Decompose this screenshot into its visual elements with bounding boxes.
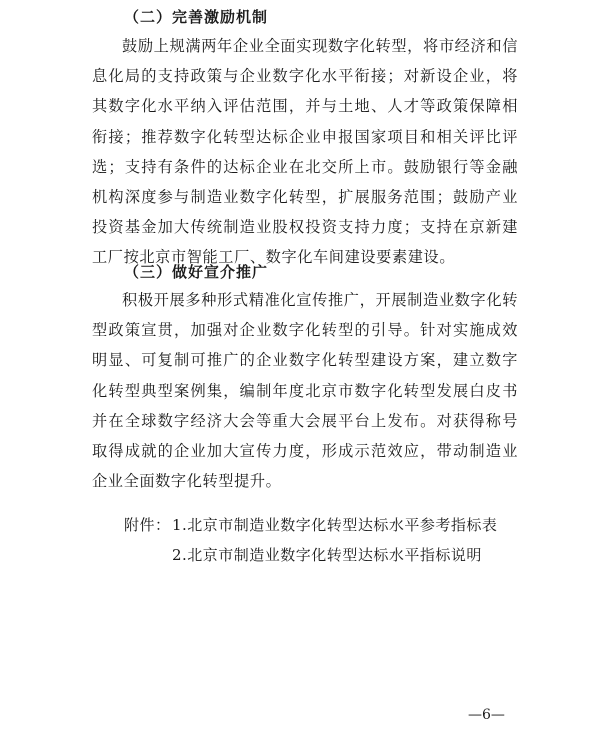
attachment-item-1: 1.北京市制造业数字化转型达标水平参考指标表 — [172, 516, 498, 534]
section-heading-promotion: （三）做好宣介推广 — [124, 263, 269, 281]
section-paragraph-incentive: 鼓励上规满两年企业全面实现数字化转型，将市经济和信息化局的支持政策与企业数字化水平衔接；对新设企业，将其数字化水平纳入评估范围，并与土地、人才等政策保障相衔接；推荐数字化转型达标企业申报国家项目和相关评比评选；支持有条件的达标企业在北交所上市。鼓励银行等金融机构深度参与制造业数字化转型，扩展服务范围；鼓励产业投资基金加大传统制造业股权投资支持力度；支持在京新建工厂按北京市智能工厂、数字化车间建设要素建设。 — [92, 37, 518, 267]
section-paragraph-promotion: 积极开展多种形式精准化宣传推广，开展制造业数字化转型政策宣贯，加强对企业数字化转型的引导。针对实施成效明显、可复制可推广的企业数字化转型建设方案，建立数字化转型典型案例集，编制年度北京市数字化转型发展白皮书并在全球数字经济大会等重大会展平台上发布。对获得称号取得成就的企业加大宣传力度，形成示范效应，带动制造业企业全面数字化转型提升。 — [92, 291, 518, 491]
section-heading-incentive: （二）完善激励机制 — [124, 8, 269, 26]
attachment-item-2: 2.北京市制造业数字化转型达标水平指标说明 — [172, 546, 482, 564]
page-number: —6— — [468, 707, 505, 723]
attachments-label: 附件： — [124, 516, 171, 534]
